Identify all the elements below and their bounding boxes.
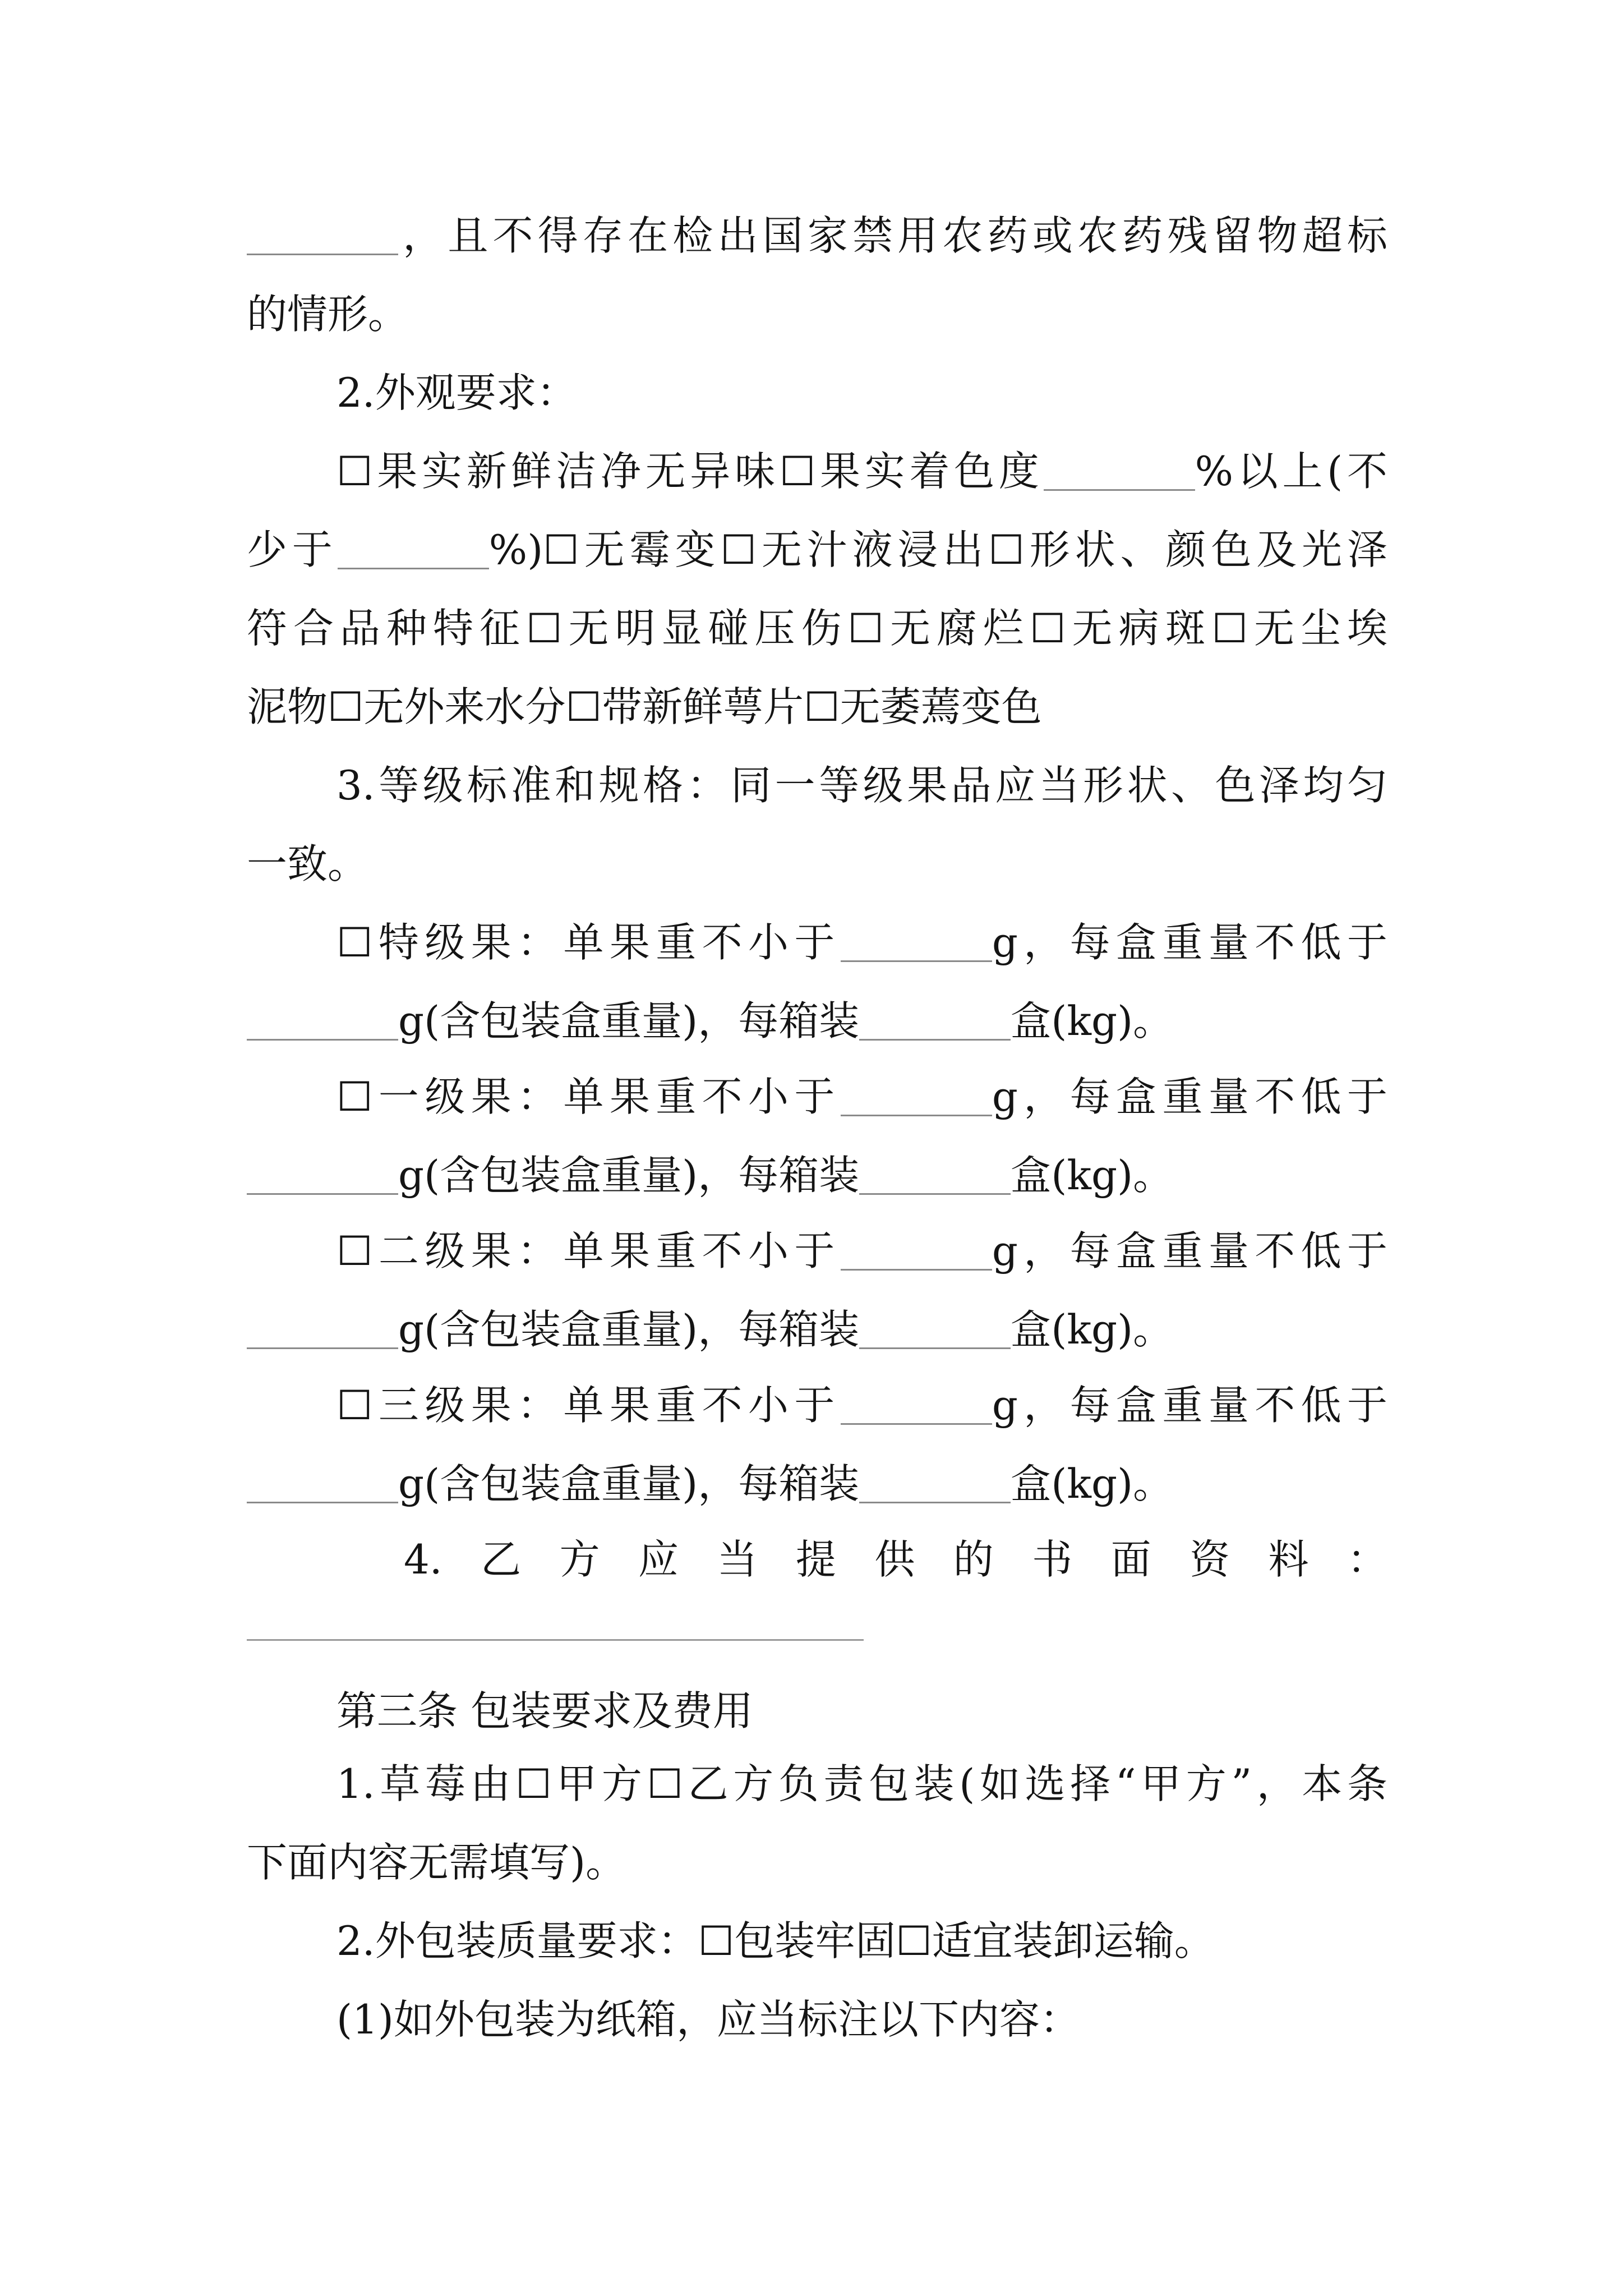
fill-blank	[841, 1230, 992, 1271]
fill-blank	[859, 1154, 1011, 1195]
fill-blank-long	[247, 1639, 864, 1641]
grade-first-line-2: g(含包装盒重量)，每箱装 盒(kg)。	[247, 1147, 1387, 1203]
doc-line-packing-2: 下面内容无需填写)。	[247, 1839, 626, 1886]
grade-special-line-2: g(含包装盒重量)，每箱装 盒(kg)。	[247, 993, 1387, 1049]
section-heading-grade: 3.等级标准和规格：同一等级果品应当形状、色泽均匀	[336, 762, 1387, 809]
doc-line-2: 的情形。	[247, 291, 409, 338]
grade-second-line-1: ☐二级果：单果重不小于 g，每盒重量不低于	[336, 1227, 1387, 1274]
doc-line-packing-3: 2.外包装质量要求：☐包装牢固☐适宜装卸运输。	[336, 1917, 1215, 1964]
doc-line-7: 泥物☐无外来水分☐带新鲜萼片☐无萎蔫变色	[247, 683, 1042, 730]
doc-line-9: 一致。	[247, 840, 368, 887]
grade-third-line-1: ☐三级果：单果重不小于 g，每盒重量不低于	[336, 1382, 1387, 1429]
doc-line-6: 符合品种特征☐无明显碰压伤☐无腐烂☐无病斑☐无尘埃	[247, 605, 1387, 652]
doc-line-packing-1: 1.草莓由☐甲方☐乙方负责包装(如选择“甲方”，本条	[336, 1760, 1387, 1807]
grade-special-line-1: ☐特级果：单果重不小于 g，每盒重量不低于	[336, 919, 1387, 966]
doc-line-5: 少于 %)☐无霉变☐无汁液浸出☐形状、颜色及光泽	[247, 526, 1387, 573]
fill-blank	[247, 1308, 398, 1349]
grade-second-line-2: g(含包装盒重量)，每箱装 盒(kg)。	[247, 1301, 1387, 1358]
grade-third-line-2: g(含包装盒重量)，每箱装 盒(kg)。	[247, 1456, 1387, 1512]
fill-blank	[247, 1154, 398, 1195]
fill-blank	[859, 1308, 1011, 1349]
fill-blank	[247, 1000, 398, 1041]
doc-line-1: ，且不得存在检出国家禁用农药或农药残留物超标	[247, 208, 1387, 264]
fill-blank	[859, 1000, 1011, 1041]
fill-blank	[841, 1075, 992, 1116]
section-heading-appearance: 2.外观要求：	[336, 369, 577, 416]
fill-blank	[247, 214, 398, 255]
fill-blank	[841, 1384, 992, 1425]
fill-blank	[338, 528, 489, 569]
doc-line-4: ☐果实新鲜洁净无异味☐果实着色度 %以上(不	[336, 448, 1387, 495]
fill-blank	[859, 1462, 1011, 1503]
article-three-heading: 第三条 包装要求及费用	[336, 1687, 753, 1734]
documents-heading: 4.乙方应当提供的书面资料：	[404, 1536, 1387, 1583]
doc-line-packing-4: (1)如外包装为纸箱，应当标注以下内容：	[336, 1996, 1080, 2043]
fill-blank	[247, 1462, 398, 1503]
grade-first-line-1: ☐一级果：单果重不小于 g，每盒重量不低于	[336, 1073, 1387, 1120]
fill-blank	[1044, 450, 1195, 491]
fill-blank	[841, 921, 992, 962]
